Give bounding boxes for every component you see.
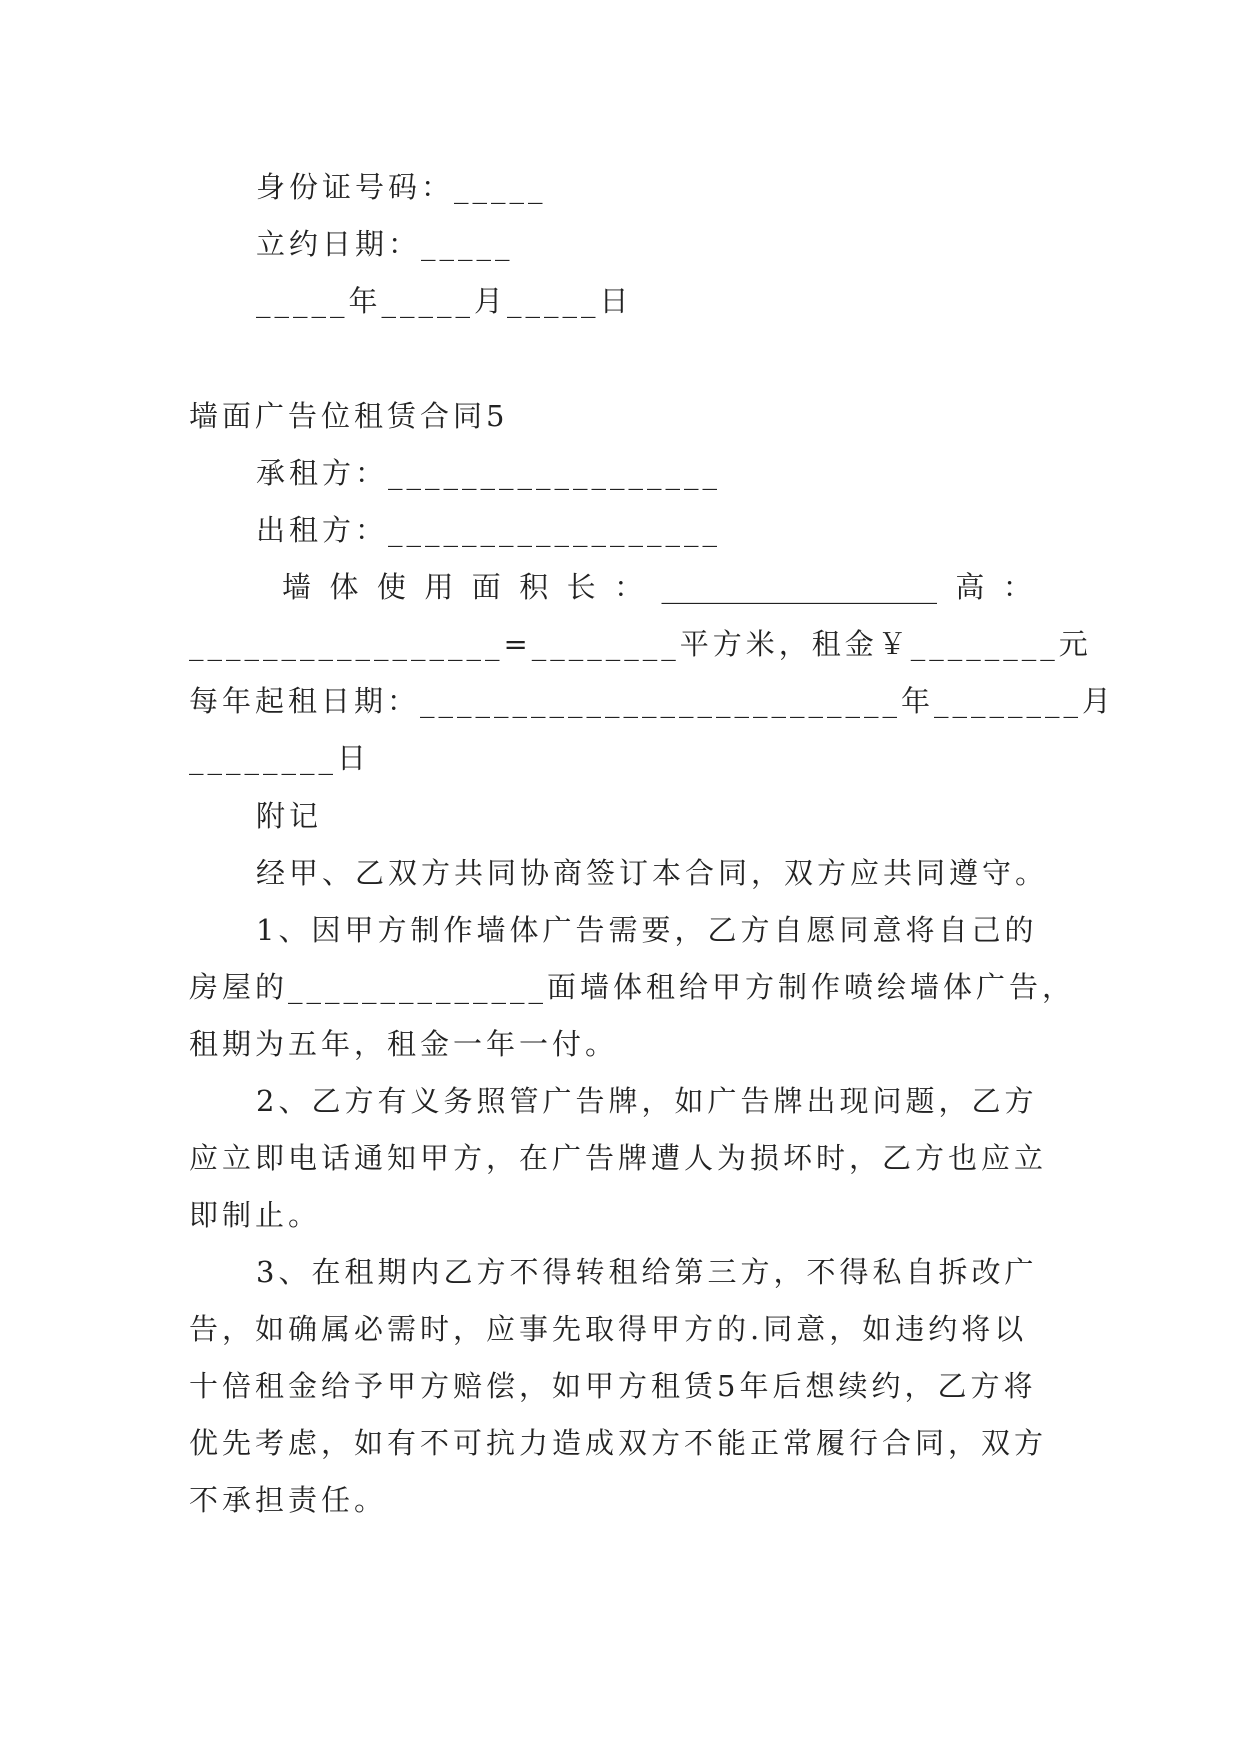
contract-date-line: 立约日期：_____ <box>256 227 514 261</box>
contract-title: 墙面广告位租赁合同5 <box>189 399 509 433</box>
start-date-line-2: ________日 <box>189 741 371 775</box>
clause-3-line-4: 优先考虑，如有不可抗力造成双方不能正常履行合同，双方 <box>189 1426 1048 1460</box>
appendix-label: 附记 <box>256 799 323 833</box>
clause-1-line-3: 租期为五年，租金一年一付。 <box>189 1027 619 1061</box>
date-line: _____年_____月_____日 <box>256 284 633 318</box>
clause-3-line-3: 十倍租金给予甲方赔偿，如甲方租赁5年后想续约，乙方将 <box>189 1369 1037 1403</box>
clause-3-line-1: 3、在租期内乙方不得转租给第三方，不得私自拆改广 <box>256 1255 1038 1289</box>
lessee-line: 承租方：__________________ <box>256 456 722 490</box>
clause-3-line-2: 告，如确属必需时，应事先取得甲方的.同意，如违约将以 <box>189 1312 1028 1346</box>
clause-1-line-1: 1、因甲方制作墙体广告需要，乙方自愿同意将自己的 <box>256 913 1038 947</box>
wall-area-line-2: _________________=________平方米，租金￥________元 <box>189 627 1092 661</box>
lessor-line: 出租方：__________________ <box>256 513 722 547</box>
start-date-line-1: 每年起租日期：__________________________年________月 <box>189 684 1116 718</box>
clause-2-line-2: 应立即电话通知甲方，在广告牌遭人为损坏时，乙方也应立 <box>189 1141 1048 1175</box>
wall-area-line-1: 墙 体 使 用 面 积 长 ： ___________________ 高 ： <box>282 570 1032 604</box>
clause-3-line-5: 不承担责任。 <box>189 1483 388 1517</box>
id-number-line: 身份证号码：_____ <box>256 170 547 204</box>
clause-2-line-3: 即制止。 <box>189 1198 322 1232</box>
clause-1-line-2: 房屋的______________面墙体租给甲方制作喷绘墙体广告， <box>189 970 1076 1004</box>
clause-2-line-1: 2、乙方有义务照管广告牌，如广告牌出现问题，乙方 <box>256 1084 1038 1118</box>
preamble: 经甲、乙双方共同协商签订本合同，双方应共同遵守。 <box>256 856 1049 890</box>
